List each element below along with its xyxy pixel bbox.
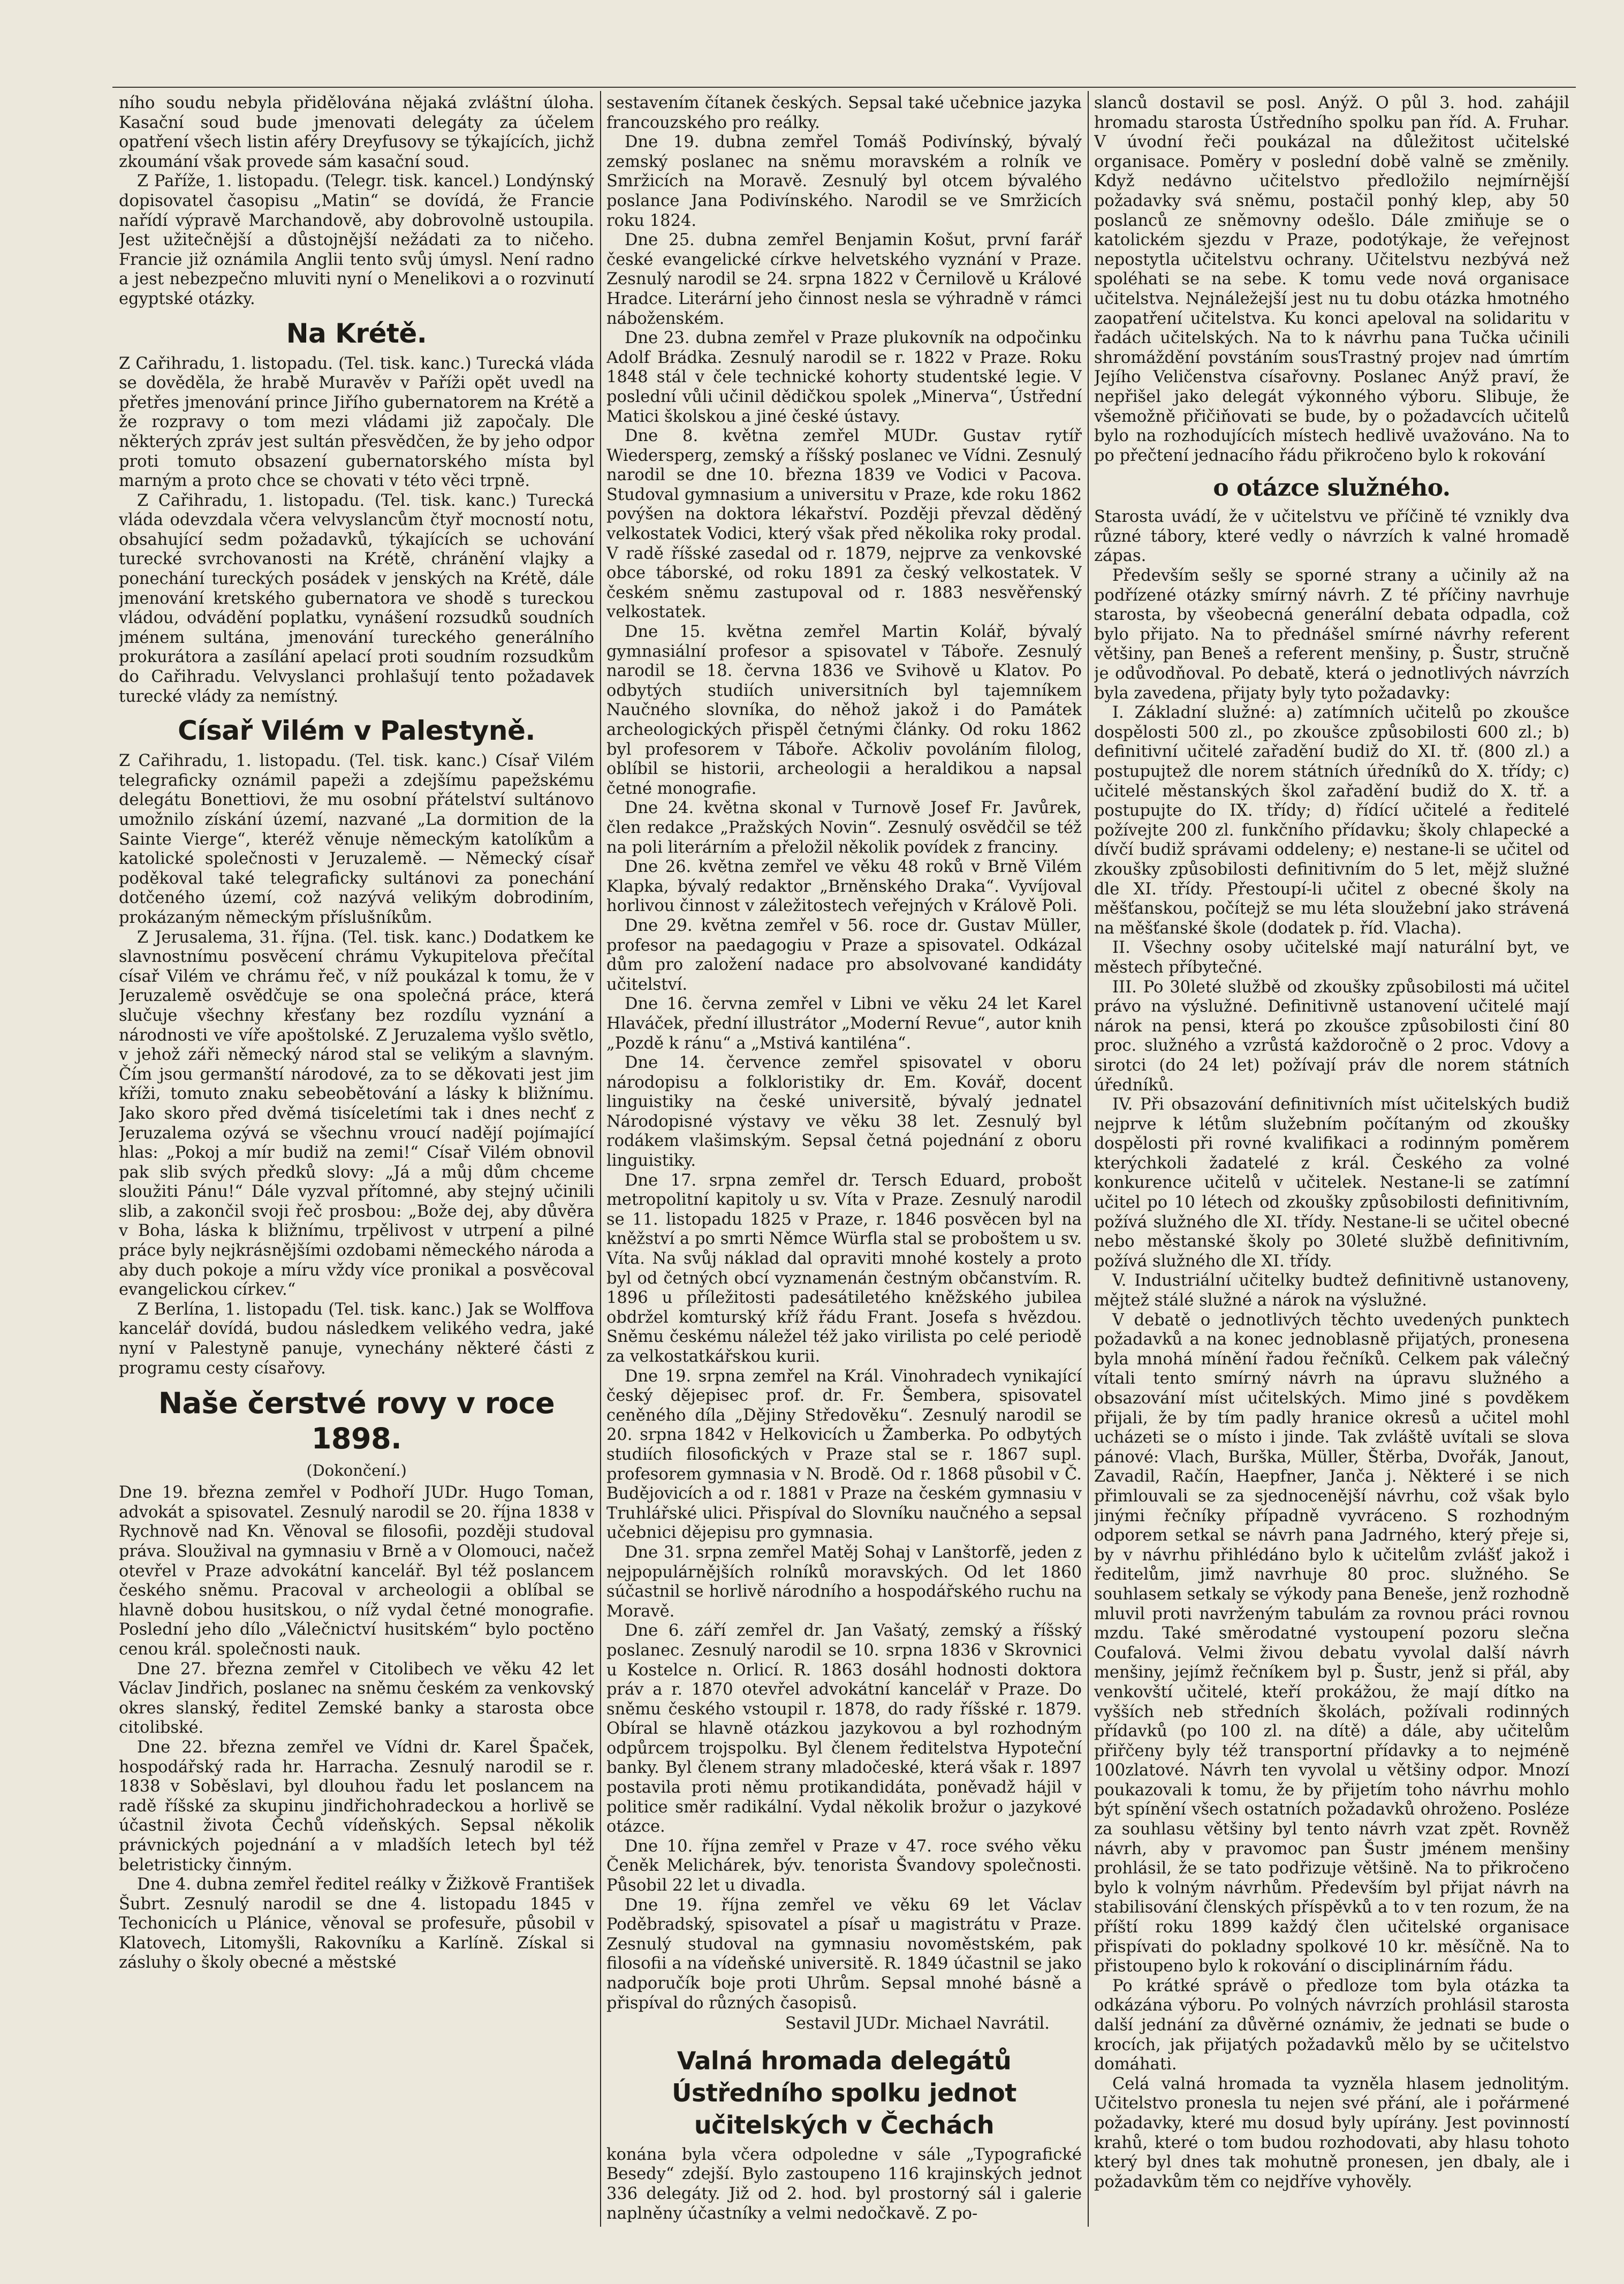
paragraph: Dne 19. října zemřel ve věku 69 let Václav Poděbradský, spisovatel a písař u magistrátu v Praze. Zesnulý studoval na gymnasiu novoměstském, pak filosofii a na vídeňské universitě. R. 1849 účastnil se jako nadporučík boje proti Uhrům. Sepsal mnohé básně a přispíval do různých časopisů. — [606, 1895, 1082, 2013]
paragraph: Celá valná hromada ta vyzněla hlasem jednolitým. Učitelstvo pronesla tu nejen své přání, ale i pořármené požadavky, které mu dosud byly upírány. Jest povinností krahů, které o tom budou rozhodovati, aby hlasu tohoto který byl dnes tak mohutně pronesen, jen dbaly, ale i požadavkům těm co nejdříve vyhověly. — [1094, 2074, 1569, 2191]
paragraph: Po krátké správě o předloze tom byla otázka ta odkázána výboru. Po volných návrzích prohlásil starosta další jednání za důvěrné oznámiv, že jednati se bude o krocích, jak přijatých požadavků mělo by se učitelstvo domáhati. — [1094, 1976, 1569, 2074]
article-signature: Sestavil JUDr. Michael Navrátil. — [785, 2014, 1050, 2033]
paragraph: sestavením čítanek českých. Sepsal také učebnice jazyka francouzského pro reálky. — [606, 94, 1082, 132]
paragraph: Dne 29. května zemřel v 56. roce dr. Gustav Müller, profesor na paedagogiu v Praze a spisovatel. Odkázal dům pro založení nadace pro absolvované kandidáty učitelství. — [606, 916, 1082, 994]
column-rule-1 — [600, 91, 601, 2227]
paragraph: Dne 17. srpna zemřel dr. Tersch Eduard, probošt metropolitní kapitoly u sv. Víta v Praze. Zesnulý narodil se 11. listopadu 1825 v Praze, r. 1846 posvěcen byl na kněžství a po smrti Němce Würfla stal se proboštem u sv. Víta. Na svůj náklad dal opraviti mnohé kostely a proto byl od četných obcí vyznamenán čestným občanstvím. R. 1896 u příležitosti padesátiletého kněžského jubilea obdržel komturský kříž řádu Frant. Josefa s hvězdou. Sněmu českému náležel též jako virilista po celé periodě za velkostatkářskou kurii. — [606, 1171, 1082, 1366]
paragraph: Dne 31. srpna zemřel Matěj Sohaj v Lanštorfě, jeden z nejpopulárnějších rolníků moravských. Od let 1860 súčastnil se horlivě národního a hospodářského ruchu na Moravě. — [606, 1543, 1082, 1621]
article-na-krete — [119, 354, 594, 707]
paragraph: I. Základní služné: a) zatímních učitelů po zkoušce dospělosti 500 zl., po zkoušce způsobilosti 600 zl.; b) definitivní učitelé zařadění budiž do XI. tř. (800 zl.) a postupujtež dle norem státních úředníků do X. třídy; c) učitelé městanských škol zařadění budiž do X. tř. a postupujte do IX. třídy; d) řídící učitelé a ředitelé požívejte 200 zl. funkčního přídavku; školy chlapecké a dívčí budiž správami oddeleny; e) nestane-li se učitel od zkoušky způsobilosti definitivním do 5 let, mějž služné dle XI. třídy. Přestoupí-li učitel z obecné školy na měšťanskou, počítejž se mu léta sloužební jako strávená na měšťanské škole (dodatek p. říd. Vlacha). — [1094, 703, 1569, 938]
paragraph: V. Industriální učitelky budtež definitivně ustanoveny, mějtež stálé služné a nárok na výslužné. — [1094, 1271, 1569, 1310]
paragraph: Dne 25. dubna zemřel Benjamin Košut, první farář české evangelické církve helvetského vyznání v Praze. Zesnulý narodil se 24. srpna 1822 v Černilově u Králové Hradce. Literární jeho činnost nesla se výhradně v rámci náboženském. — [606, 231, 1082, 328]
paragraph: Dne 26. května zemřel ve věku 48 roků v Brně Vilém Klapka, bývalý redaktor „Brněnského Draka“. Vyvíjoval horlivou činnost v záležitostech veřejných v Králově Poli. — [606, 858, 1082, 916]
paragraph: Dne 10. října zemřel v Praze v 47. roce svého věku Čeněk Melichárek, býv. tenorista Švandovy společnosti. Působil 22 let u divadla. — [606, 1837, 1082, 1895]
headline-cerstve-rovy: Naše čerstvé rovy v roce 1898. — [158, 1386, 555, 1456]
paragraph: Z Cařihradu, 1. listopadu. (Tel. tisk. kanc.) Turecká vláda se dověděla, že hrabě Muravěv v Paříži opět uvedl na přetřes jmenování prince Jiřího gubernatorem na Krétě a že rozpravy o tom mezi vládami již započaly. Dle některých zpráv jest sultán přesvědčen, že by jeho odpor proti tomuto obsazení gubernatorského místa byl marným a proto chce se chovati v této věci trpně. — [119, 354, 594, 491]
column-3 — [1094, 94, 1569, 2227]
headline-subtitle: (Dokončení.) — [306, 1461, 407, 1480]
paragraph: IV. Při obsazování definitivních míst učitelských budiž nejprve k létům služebním počítaným od zkoušky dospělosti při rovné kvalifikaci a rodinným poměrem kterýchkoli žadatelé z král. Českého za volné konkurence učitelů v učitelek. Nestane-li se zatímní učitel po 10 létech od zkoušky způsobilosti definitivním, požívá služného dle XI. třídy. Nestane-li se učitel obecné nebo městanské školy po 30leté službě definitivním, požívá služného dle XI. třídy. — [1094, 1095, 1569, 1271]
paragraph: V debatě o jednotlivých těchto uvedených punktech požadavků a na konec jednoblasně přijatých, pronesena byla mnohá mínění řadou řečníků. Celkem pak válečný vítali tento smírný návrh na úpravu služného a obsazování míst učitelských. Mimo jiné s povděkem přijali, že by tím padly hranice okresů a učitel mohl ucházeti se o místo i jinde. Tak zvláště uvítali se slova pánové: Vlach, Burška, Müller, Štěrba, Dvořák, Janout, Zavadil, Račín, Haepfner, Janča j. Některé i se nich přimlouvali se za sjednocenější návrhu, což však bylo jinými řečníky případně vyvráceno. S rozhodným odporem setkal se návrh pana Jadrného, který přeje si, by v návrhu přihlédáno bylo k učitelům zvlášť jakož i ředitelům, jimž navrhuje 80 proc. služného. Se souhlasem setkaly se výkody pana Beneše, jenž rozhodně mluvil proti navrženým tabulám za rovnou práci rovnou mzdu. Také směrodatné vystoupení pozoru slečna Coufalová. Velmi živou debatu vyvolal další návrh menšiny, jejímž řečníkem byl p. Šustr, jenž si přál, aby venkovští učitelé, kteří prokážou, že mají dítko na vyšších neb středních školách, požívali rodinných přídavků (po 100 zl. na dítě) a dále, aby učitelům přiřčeny byly též transportní přídavky a to nejméně 100zlatové. Návrh ten vyvolal u většiny odpor. Mnozí poukazovali k tomu, že by přijetím toho návrhu mohlo být spínění všech ostatních požadavků ohroženo. Posléze za souhlasu většiny byl tento návrh vzat zpět. Rovněž návrh, aby v pravomoc pan Šustr jménem menšiny prohlásil, že se tato podřizuje většině. Na to přikročeno bylo k volným návrhům. Především byl přijat návrh na stabilisování členských příspěvků a to v ten rozum, že na příští roku 1899 každý člen učitelské organisace přispívati do pokladny spolkové 10 kr. měsíčně. Na to přistoupeno bylo k rokování o disciplinárním řádu. — [1094, 1310, 1569, 1976]
paragraph: slanců dostavil se posl. Anýž. O půl 3. hod. zahájil hromadu starosta Ústředního spolku pan říd. A. Fruhar. V úvodní řeči poukázal na důležitost učitelské organisace. Poměry v poslední době valně se změnily. Když nedávno učitelstvo předložilo nejmírnější požadavky svá sněmu, postačil ponhý klep, aby 50 poslanců ze sněmovny odešlo. Dále zmiňuje se o katolickém sjezdu v Praze, podotýkaje, že veřejnost nepostytla učitelstvu ochrany. Učitelstvu nezbývá než spoléhati se na sebe. K tomu vede nová organisace učitelstva. Nejnáležejší jest nu tu dobu otázka hmotného zaopatření učitelstva. Ku konci apeloval na solidaritu v řadách učitelských. Na to k návrhu pana Tučka učinili shromáždění povstáním sousTrastný projev nad úmrtím Jejího Veličenstva císařovny. Poslanec Anýž praví, že nepřišel jako delegát výkonného výboru. Slibuje, že všemožně přičiňovati se bude, by o požadavcích učitelů bylo na rozhodujících místech hedlivě uvažováno. Na to po přečtení jednacího řádu přikročeno bylo k rokování — [1094, 94, 1569, 465]
paragraph: Z Cařihradu, 1. listopadu. (Tel. tisk. kanc.) Císař Vilém telegraficky oznámil papeži a zdejšímu papežskému delegátu Bonettiovi, že mu osobní přátelství sultánovo umožnilo získání území, nazvané „La dormition de la Sainte Vierge“, kteréž věnuje německým katolíkům a katolické společnosti v Jeruzalemě. — Německý císař poděkoval také telegraficky sultánovi za ponechání dotčeného území, což nazývá velikým dobrodiním, prokázaným německým příslušníkům. — [119, 752, 594, 927]
headline-cisar-vilem: Císař Vilém v Palestyně. — [178, 715, 535, 747]
paragraph: Dne 23. dubna zemřel v Praze plukovník na odpočinku Adolf Brádka. Zesnulý narodil se r. 1822 v Praze. Roku 1848 stál v čele technické kohorty studentské legie. V poslední vůli učinil dědičkou spolek „Minerva“, Ústřední Matici školskou a jiné české ústavy. — [606, 329, 1082, 426]
paragraph: Především sešly se sporné strany a učinily až na podřízené otázky smírný návrh. Z té příčiny navrhuje starosta, by všeobecná generální debata odpadla, což bylo přijato. Na to přednášel smírné návrhy referent většiny, pan Beneš a referent menšiny, p. Šustr, stručně je odůvodňoval. Po debatě, která o jednotlivých návrzích byla zavedena, přijaty byly tyto požadavky: — [1094, 566, 1569, 703]
paragraph: konána byla včera odpoledne v sále „Typografické Besedy“ zdejší. Bylo zastoupeno 116 krajinských jednot 336 delegáty. Již od 2. hod. byl prostorný sál i galerie naplněny účastníky a velmi nedočkavě. Z po- — [606, 2145, 1082, 2223]
article-cerstve-rovy — [119, 1483, 594, 1973]
article-valna-hromada — [606, 2145, 1082, 2224]
paragraph: Dne 8. května zemřel MUDr. Gustav rytíř Wiedersperg, zemský a říšský poslanec ve Vídni. Zesnulý narodil se dne 10. března 1839 ve Vodici v Pacova. Studoval gymnasium a universitu v Praze, kde roku 1862 povýšen na doktora lékařství. Později převzal děděný velkostatek Vodici, který však před několika roky prodal. V radě říšské zasedal od r. 1879, nejprve za venkovské obce táborské, od roku 1891 za český velkostatek. V českém sněmu zastupoval od r. 1883 nesvěřenský velkostatek. — [606, 427, 1082, 622]
paragraph: Dne 4. dubna zemřel ředitel reálky v Žižkově František Šubrt. Zesnulý narodil se dne 4. listopadu 1845 v Techonicích u Plánice, věnoval se profesuře, působil v Klatovech, Litomyšli, Rakovníku a Karlíně. Získal si zásluhy o školy obecné a městské — [119, 1875, 594, 1972]
paragraph: Starosta uvádí, že v učitelstvu ve příčině té vznikly dva různé tábory, které vedly o návrzích k valné hromadě zápas. — [1094, 507, 1569, 566]
article-dreyfus-block — [119, 94, 594, 309]
headline-na-krete: Na Krétě. — [286, 317, 427, 349]
paragraph: Dne 19. března zemřel v Podhoří JUDr. Hugo Toman, advokát a spisovatel. Zesnulý narodil se 20. října 1838 v Rychnově nad Kn. Věnoval se filosofii, později studoval práva. Sloužival na gymnasiu v Brně a v Olomouci, načež otevřel v Praze advokátní kancelář. Byl též poslancem českého sněmu. Pracoval v archeologii a oblíbal se hlavně dobou husitskou, o níž vydal četné monografie. Poslední jeho dílo „Válečnictví husitském“ bylo poctěno cenou král. společnosti nauk. — [119, 1483, 594, 1659]
headline-otazka-sluzneho: o otázce služného. — [1213, 474, 1451, 502]
column-rule-2 — [1088, 91, 1089, 2227]
headline-valna-hromada: Valná hromada delegátů Ústředního spolku jednot učitelských v Čechách — [672, 2046, 1016, 2139]
paragraph: Z Jerusalema, 31. října. (Tel. tisk. kanc.) Dodatkem ke slavnostnímu posvěcení chrámu Vykupitelova přečítal císař Vilém ve chrámu řeč, v níž poukázal k tomu, že v Jeruzalemě osvědčuje se ona společná práce, která slučuje všechny křesťany bez rozdílu vyznání a národnosti ve víře apoštolské. Z Jeruzalema vyšlo světlo, v jehož záři německý národ stal se velikým a slavným. Čím jsou germanští národové, za to se děkovati jest jim kříži, tomuto znaku sebeobětování a lásky k bližnímu. Jako skoro před dvěmá tisíceletími tak i dnes nechť z Jeruzalema ozývá se všechnu vroucí nadějí pojímající hlas: „Pokoj a mír budiž na zemi!“ Císař Vilém obnovil pak slib svých předků slovy: „Já a můj dům chceme sloužiti Pánu!“ Dále vyzval přítomné, aby stejný učinili slib, a zakončil svoji řeč prosbou: „Bože dej, aby důvěra v Boha, láska k bližnímu, trpělivost v utrpení a pilné práce byly nejkrásnějšími ozdobami německého národa a aby duch pokoje a míru vždy více pronikal a posvěcoval evangelickou církev.“ — [119, 928, 594, 1300]
article-cisar-vilem — [119, 752, 594, 1378]
paragraph: Dne 22. března zemřel ve Vídni dr. Karel Špaček, hospodářský rada hr. Harracha. Zesnulý narodil se r. 1838 v Soběslavi, byl dlouhou řadu let poslancem na radě říšské za skupinu jindřichohradeckou a horlivě se účastnil života Čechů vídeňských. Sepsal několik právnických pojednání a v mladších letech byl též beletristicky činným. — [119, 1737, 594, 1875]
paragraph: Dne 27. března zemřel v Citolibech ve věku 42 let Václav Jindřich, poslanec na sněmu českém za venkovský okres slanský, ředitel Zemské banky a starosta obce citolibské. — [119, 1659, 594, 1737]
column-2 — [606, 94, 1082, 2227]
paragraph: II. Všechny osoby učitelské mají naturální byt, ve městech příbytečné. — [1094, 938, 1569, 977]
paragraph: Dne 15. května zemřel Martin Kolář, bývalý gymnasiální profesor a spisovatel v Táboře. Zesnulý narodil se 18. června 1836 ve Svihově u Klatov. Po odbytých studiích universitních byl tajemníkem Naučného slovníka, do něhož jakož i do Památek archeologických přispěl četnými články. Od roku 1862 byl profesorem v Táboře. Ačkoliv povoláním filolog, oblíbil se historii, archeologii a heraldikou a napsal četné monografie. — [606, 623, 1082, 798]
column-1 — [119, 94, 594, 2227]
article-cerstve-rovy-cont — [606, 94, 1082, 2013]
paragraph: Dne 16. června zemřel v Libni ve věku 24 let Karel Hlaváček, přední illustrátor „Moderní Revue“, autor knih „Pozdě k ránu“ a „Mstivá kantiléna“. — [606, 995, 1082, 1053]
paragraph: Dne 6. září zemřel dr. Jan Vašatý, zemský a říšský poslanec. Zesnulý narodil se 10. srpna 1836 v Skrovnici u Kostelce n. Orlicí. R. 1863 dosáhl hodnosti doktora práv a r. 1870 otevřel advokátní kancelář v Praze. Do sněmu českého vstoupil r. 1878, do rady říšské r. 1879. Obíral se hlavně otázkou jazykovou a byl rozhodným odpůrcem trojspolku. Byl členem ředitelstva Hypoteční banky. Byl členem strany mladočeské, která však r. 1897 postavila proti němu protikandidáta, poněvadž hájil v politice směr radikální. Vydal několik brožur o jazykové otázce. — [606, 1621, 1082, 1837]
paragraph: III. Po 30leté službě od zkoušky způsobilosti má učitel právo na výslužné. Definitivně ustanovení učitelé mají nárok na pensi, která po zkoušce způsobilosti činí 80 proc. služného a vzrůstá každoročně o 2 proc. Vdovy a sirotci (do 24 let) požívají práv dle norem státních úředníků. — [1094, 977, 1569, 1095]
paragraph: Dne 24. května skonal v Turnově Josef Fr. Javůrek, člen redakce „Pražských Novin“. Zesnulý osvědčil se též na poli literárním a přeložil několik povídek z franciny. — [606, 799, 1082, 857]
paragraph: Dne 19. dubna zemřel Tomáš Podivínský, bývalý zemský poslanec na sněmu moravském a rolník ve Smržicích na Moravě. Zesnulý byl otcem bývalého poslance Jana Podivínského. Narodil se ve Smržicích roku 1824. — [606, 133, 1082, 230]
article-otazka-sluzneho — [1094, 507, 1569, 2192]
article-valna-hromada-cont — [1094, 94, 1569, 466]
paragraph: Z Paříže, 1. listopadu. (Telegr. tisk. kancel.) Londýnský dopisovatel časopisu „Matin“ se dovídá, že Francie nařídí výpravě Marchandově, aby dobrovolně ustoupila. Jest užitečnější a důstojnější nežádati za to ničeho. Francie již oznámila Anglii tento svůj úmysl. Není radno a jest nebezpečno mluviti nyní o Menelikovi a o rozvinutí egyptské otázky. — [119, 172, 594, 308]
paragraph: ního soudu nebyla přidělována nějaká zvláštní úloha. Kasační soud bude jmenovati delegáty za účelem opatření všech listin aféry Dreyfusovy se týkajících, jichž zkoumání však provede sám kasační soud. — [119, 94, 594, 171]
top-rule — [112, 87, 1576, 88]
paragraph: Dne 19. srpna zemřel na Král. Vinohradech vynikající český dějepisec prof. dr. Fr. Šembera, spisovatel ceněného díla „Dějiny Středověku“. Zesnulý narodil se 20. srpna 1842 v Helkovicích u Žamberka. Po odbytých studiích filosofických v Praze stal se r. 1867 supl. profesorem gymnasia v N. Brodě. Od r. 1868 působil v Č. Budějovicích a od r. 1881 v Praze na českém gymnasiu v Truhlářské ulici. Přispíval do Slovníku naučného a sepsal učebnici dějepisu pro gymnasia. — [606, 1367, 1082, 1543]
paragraph: Z Berlína, 1. listopadu (Tel. tisk. kanc.) Jak se Wolffova kancelář dovídá, budou následkem velikého vedra, jaké nyní v Palestyně panuje, vynechány některé části z programu cesty císařovy. — [119, 1300, 594, 1378]
paragraph: Dne 14. července zemřel spisovatel v oboru národopisu a folkloristiky dr. Em. Kovář, docent linguistiky na české universitě, bývalý jednatel Národopisné výstavy ve věku 38 let. Zesnulý byl rodákem vlašimským. Sepsal četná pojednání z oboru linguistiky. — [606, 1053, 1082, 1171]
paragraph: Z Cařihradu, 1. listopadu. (Tel. tisk. kanc.) Turecká vláda odevzdala včera velvyslancům čtyř mocností notu, obsahující sedm požadavků, týkajících se uchování turecké svrchovanosti na Krétě, chránění vlajky a ponechání tureckých posádek v jenských na Krétě, dále jmenování kretského gubernatora ve shodě s tureckou vládou, odvádění poplatku, vynášení rozsudků soudních jménem sultána, jmenování tureckého generálního prokurátora a zasílání apelací proti soudním rozsudkům do Cařihradu. Velvyslanci prohlašují tento požadavek turecké vlády za nemístný. — [119, 491, 594, 706]
